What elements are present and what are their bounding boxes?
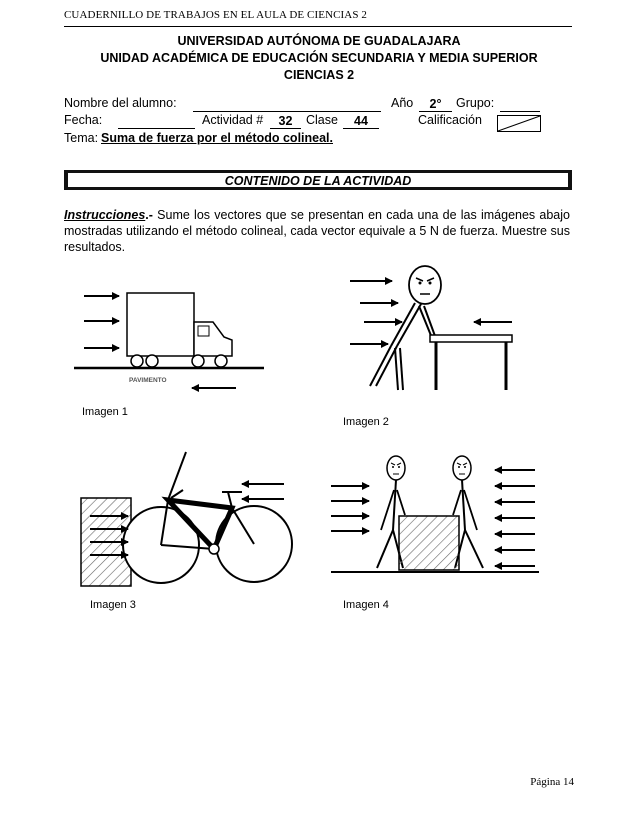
year-field[interactable]: 2° xyxy=(419,97,452,112)
grade-box[interactable] xyxy=(497,115,541,132)
topic-value: Suma de fuerza por el método colineal. xyxy=(101,131,333,145)
student-name-label: Nombre del alumno: xyxy=(64,96,177,110)
instructions-sep: .- xyxy=(145,208,153,222)
table-icon xyxy=(430,335,512,390)
box-icon xyxy=(399,516,459,570)
content-banner-label: CONTENIDO DE LA ACTIVIDAD xyxy=(68,173,568,187)
class-label: Clase xyxy=(306,113,338,127)
group-label: Grupo: xyxy=(456,96,495,110)
instructions xyxy=(64,207,570,255)
image3-caption: Imagen 3 xyxy=(90,599,136,611)
student-name-field[interactable] xyxy=(193,97,381,112)
pavement-label: PAVIMENTO xyxy=(129,377,167,384)
activity-field[interactable]: 32 xyxy=(270,114,301,129)
image1-caption: Imagen 1 xyxy=(82,406,128,418)
image4-two-people-figure xyxy=(325,450,555,580)
image1-truck-figure xyxy=(74,280,274,390)
unit-title: UNIDAD ACADÉMICA DE EDUCACIÓN SECUNDARIA Y MEDIA SUPERIOR xyxy=(100,51,538,65)
activity-label: Actividad # xyxy=(202,113,264,127)
image4-caption: Imagen 4 xyxy=(343,599,389,611)
image2-person-table-figure xyxy=(340,258,530,403)
date-label: Fecha: xyxy=(64,113,103,127)
page-number: Página 14 xyxy=(530,776,574,788)
instructions-text: Sume los vectores que se presentan en cada una de las imágenes abajo mostradas utilizando el método colineal, cada vector equivale a 5 N de fuerza. Muestre sus resultados. xyxy=(64,208,570,254)
image3-bicycle-figure xyxy=(76,450,306,590)
university-title: UNIVERSIDAD AUTÓNOMA DE GUADALAJARA xyxy=(177,34,461,48)
bicycle-icon xyxy=(123,452,292,583)
subject-title: CIENCIAS 2 xyxy=(283,68,355,82)
header-rule xyxy=(64,26,572,27)
year-label: Año xyxy=(391,96,414,110)
class-field[interactable]: 44 xyxy=(343,114,379,129)
running-header: CUADERNILLO DE TRABAJOS EN EL AULA DE CIENCIAS 2 xyxy=(64,9,368,21)
grade-label: Calificación xyxy=(418,113,482,127)
truck-icon xyxy=(127,293,232,367)
content-banner xyxy=(64,170,572,190)
instructions-label: Instrucciones xyxy=(64,208,146,222)
group-field[interactable] xyxy=(500,97,540,112)
topic-label: Tema: xyxy=(64,131,99,145)
person-icon xyxy=(370,266,441,390)
image2-caption: Imagen 2 xyxy=(343,416,389,428)
date-field[interactable] xyxy=(118,114,195,129)
